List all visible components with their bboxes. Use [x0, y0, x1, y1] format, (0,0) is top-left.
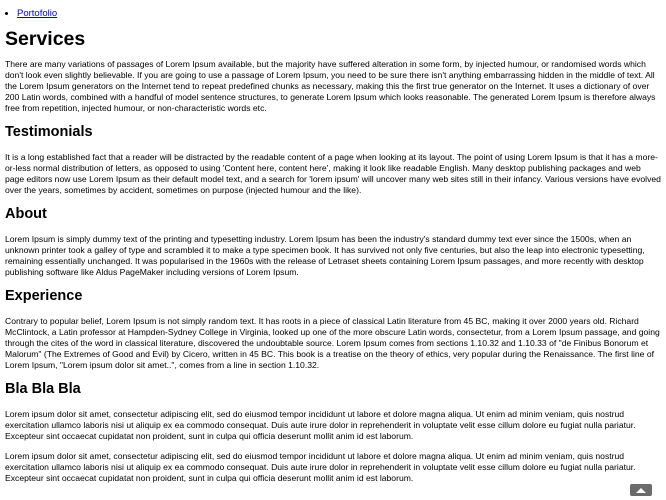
arrow-up-icon — [636, 488, 646, 493]
nav-list — [5, 0, 661, 20]
testimonials-heading: Testimonials — [5, 124, 93, 140]
experience-section — [5, 288, 661, 371]
blabla-heading: Bla Bla Bla — [5, 381, 81, 397]
services-section — [5, 28, 661, 114]
experience-text: Contrary to popular belief, Lorem Ipsum is not simply random text. It has roots in a piece of classical Latin literature from 45 BC, making it over 2000 years old. Richard McClintock, a Latin professor at Hampden-Sydney College in Virginia, looked up one of the more obscure Latin words, consectetur, from a Lorem Ipsum passage, and going through the cites of the word in classical literature, discovered the undoubtable source. Lorem Ipsum comes from sections 1.10.32 and 1.10.33 of "de Finibus Bonorum et Malorum" (The Extremes of Good and Evil) by Cicero, written in 45 BC. This book is a treatise on the theory of ethics, very popular during the Renaissance. The first line of Lorem Ipsum, "Lorem ipsum dolor sit amet..", comes from a line in section 1.10.32. — [5, 316, 660, 370]
blabla-text-2: Lorem ipsum dolor sit amet, consectetur adipiscing elit, sed do eiusmod tempor incididunt ut labore et dolore magna aliqua. Ut enim ad minim veniam, quis nostrud exercitation ullamco laboris nisi ut aliquip ex ea commodo consequat. Duis aute irure dolor in reprehenderit in voluptate velit esse cillum dolore eu fugiat nulla pariatur. Excepteur sint occaecat cupidatat non proident, sunt in culpa qui officia deserunt mollit anim id est laborum. — [5, 451, 636, 483]
portofolio-link[interactable]: Portofolio — [17, 8, 58, 19]
experience-heading: Experience — [5, 288, 83, 304]
testimonials-section — [5, 124, 661, 196]
about-heading: About — [5, 206, 47, 222]
about-text: Lorem Ipsum is simply dummy text of the printing and typesetting industry. Lorem Ipsum has been the industry's standard dummy text ever since the 1500s, when an unknown printer took a galley of type and scrambled it to make a type specimen book. It has survived not only five centuries, but also the leap into electronic typesetting, remaining essentially unchanged. It was popularised in the 1960s with the release of Letraset sheets containing Lorem Ipsum passages, and more recently with desktop publishing software like Aldus PageMaker including versions of Lorem Ipsum. — [5, 234, 645, 277]
services-heading: Services — [5, 28, 86, 50]
blabla-section — [5, 381, 661, 484]
blabla-text-1: Lorem ipsum dolor sit amet, consectetur adipiscing elit, sed do eiusmod tempor incididunt ut labore et dolore magna aliqua. Ut enim ad minim veniam, quis nostrud exercitation ullamco laboris nisi ut aliquip ex ea commodo consequat. Duis aute irure dolor in reprehenderit in voluptate velit esse cillum dolore eu fugiat nulla pariatur. Excepteur sint occaecat cupidatat non proident, sunt in culpa qui officia deserunt mollit anim id est laborum. — [5, 409, 636, 441]
nav-item-portofolio — [17, 8, 661, 20]
scroll-to-top-button[interactable] — [630, 484, 652, 496]
testimonials-text: It is a long established fact that a reader will be distracted by the readable content of a page when looking at its layout. The point of using Lorem Ipsum is that it has a more-or-less normal distribution of letters, as opposed to using 'Content here, content here', making it look like readable English. Many desktop publishing packages and web page editors now use Lorem Ipsum as their default model text, and a search for 'lorem ipsum' will uncover many web sites still in their infancy. Various versions have evolved over the years, sometimes by accident, sometimes on purpose (injected humour and the like). — [5, 152, 661, 195]
about-section — [5, 206, 661, 278]
services-text: There are many variations of passages of Lorem Ipsum available, but the majority have suffered alteration in some form, by injected humour, or randomised words which don't look even slightly believable. If you are going to use a passage of Lorem Ipsum, you need to be sure there isn't anything embarrassing hidden in the middle of text. All the Lorem Ipsum generators on the Internet tend to repeat predefined chunks as necessary, making this the first true generator on the Internet. It uses a dictionary of over 200 Latin words, combined with a handful of model sentence structures, to generate Lorem Ipsum which looks reasonable. The generated Lorem Ipsum is therefore always free from repetition, injected humour, or non-characteristic words etc. — [5, 59, 656, 113]
